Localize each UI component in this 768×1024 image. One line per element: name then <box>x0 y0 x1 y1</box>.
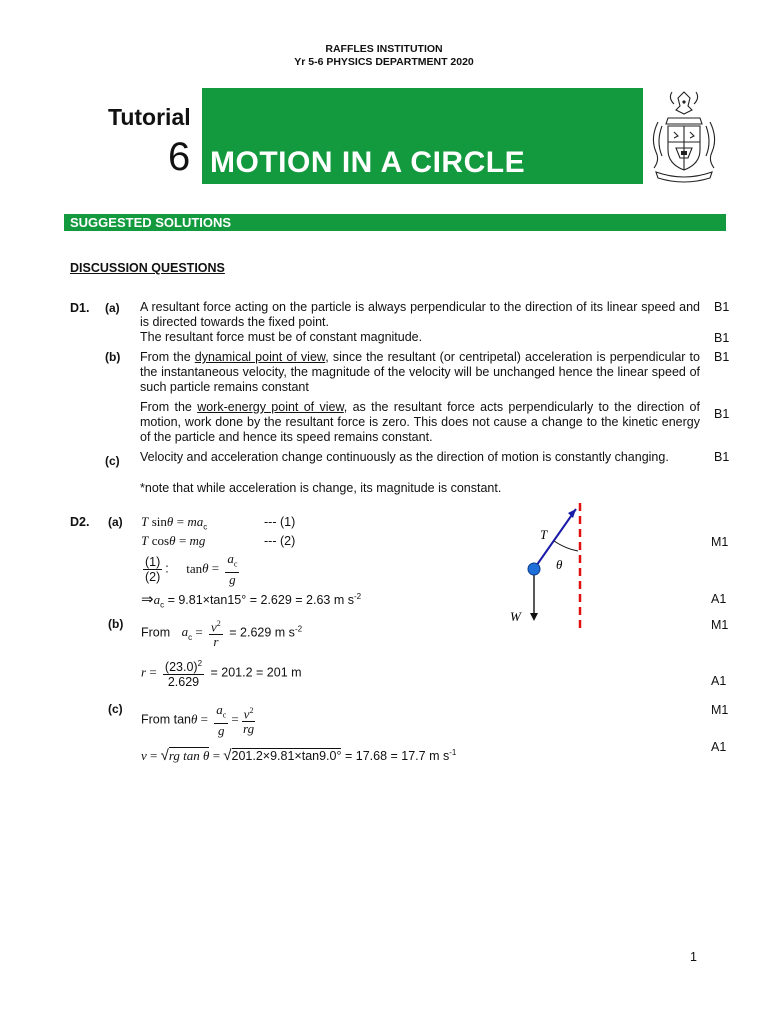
d1-b-mark-1: B1 <box>714 350 730 364</box>
d2-a-mark-m1: M1 <box>711 535 729 549</box>
d2-part-c-label: (c) <box>108 702 123 716</box>
d2-equation-2: T cosθ = mg <box>141 533 206 548</box>
institution-name: RAFFLES INSTITUTION <box>325 43 443 55</box>
tension-label: T <box>540 527 548 542</box>
d1-a-mark-1: B1 <box>714 300 730 314</box>
d1-c-text-2: *note that while acceleration is change, its magnitude is constant. <box>140 481 502 495</box>
d2-c-mark-a1: A1 <box>711 740 727 754</box>
d1-b-dynamical-text: From the dynamical point of view, since the resultant (or centripetal) acceleration is perpendicular to the instantaneous velocity, the magnitude of the velocity will be unchanged hence the linear speed of such particle remains constant <box>140 350 700 394</box>
d1-b-mark-2: B1 <box>714 407 730 421</box>
d2-equation-1: T $\sin\theta = ma_c$ <box>141 514 208 532</box>
conical-pendulum-diagram <box>500 495 600 640</box>
d2-part-a-label: (a) <box>108 515 123 529</box>
question-d2-label: D2. <box>70 515 90 529</box>
weight-label: W <box>510 609 521 624</box>
d1-a-text-2: The resultant force must be of constant magnitude. <box>140 330 423 344</box>
topic-title: MOTION IN A CIRCLE <box>210 146 526 179</box>
d2-equation-2-tag: --- (2) <box>264 534 296 548</box>
page-number: 1 <box>690 950 697 964</box>
d2-part-b-label: (b) <box>108 617 124 631</box>
d1-b-work-energy-text: From the work-energy point of view, as the resultant force acts perpendicularly to the direction of motion, work done by the resultant force is zero. This does not cause a change to the kinetic energy of the particle and hence its speed remains constant. <box>140 400 700 444</box>
department-name: Yr 5-6 PHYSICS DEPARTMENT 2020 <box>294 56 474 68</box>
d2-b-radius: r = $\frac{(23.0)^2}{2.629}$ = 201.2 = 201 m <box>141 659 302 690</box>
d2-b-mark-m1: M1 <box>711 618 729 632</box>
tutorial-number: 6 <box>168 135 191 179</box>
tutorial-label: Tutorial <box>108 104 191 130</box>
d2-c-velocity: v = √rg tan θ = √201.2×9.81×tan9.0° = 17.68 = 17.7 m $s^{-1}$ <box>141 747 457 764</box>
section-heading: DISCUSSION QUESTIONS <box>70 261 225 275</box>
d2-b-equation: From $a_c$ = $\frac{v^2}{r}$ = 2.629 m $s^{-2}$ <box>141 619 303 650</box>
suggested-solutions-label: SUGGESTED SOLUTIONS <box>70 215 232 230</box>
d2-a-result: $\Rightarrow a_c = 9.81\times\tan 15^\circ = 2.629 = 2.63$ m $s^{-2}$ <box>141 591 362 610</box>
d2-c-equation: From tanθ = $\frac{a_c}{g}$ = $\frac{v^2}{rg}$ <box>141 702 255 738</box>
tension-arrow-head <box>568 509 576 518</box>
d2-a-mark-a1: A1 <box>711 592 727 606</box>
theta-label: θ <box>556 557 563 572</box>
d2-equation-1-tag: --- (1) <box>264 515 296 529</box>
d2-b-mark-a1: A1 <box>711 674 727 688</box>
theta-arc <box>554 541 578 551</box>
d1-part-b-label: (b) <box>105 350 121 364</box>
d1-a-text-1: A resultant force acting on the particle is always perpendicular to the direction of its linear speed and is directed towards the fixed point. <box>140 300 700 329</box>
d2-divide-equation: $\frac{(1)}{(2)}$ : tanθ = $\frac{a_c}{g}$ <box>145 551 238 587</box>
pendulum-bob <box>528 563 540 575</box>
d1-c-mark: B1 <box>714 450 730 464</box>
d2-c-mark-m1: M1 <box>711 703 729 717</box>
question-d1-label: D1. <box>70 301 90 315</box>
school-crest-logo <box>648 88 720 184</box>
d1-c-text-1: Velocity and acceleration change continuously as the direction of motion is constantly changing. <box>140 450 669 464</box>
weight-arrow-head <box>530 613 538 621</box>
d1-a-mark-2: B1 <box>714 331 730 345</box>
d1-part-c-label: (c) <box>105 454 120 468</box>
d1-part-a-label: (a) <box>105 301 120 315</box>
